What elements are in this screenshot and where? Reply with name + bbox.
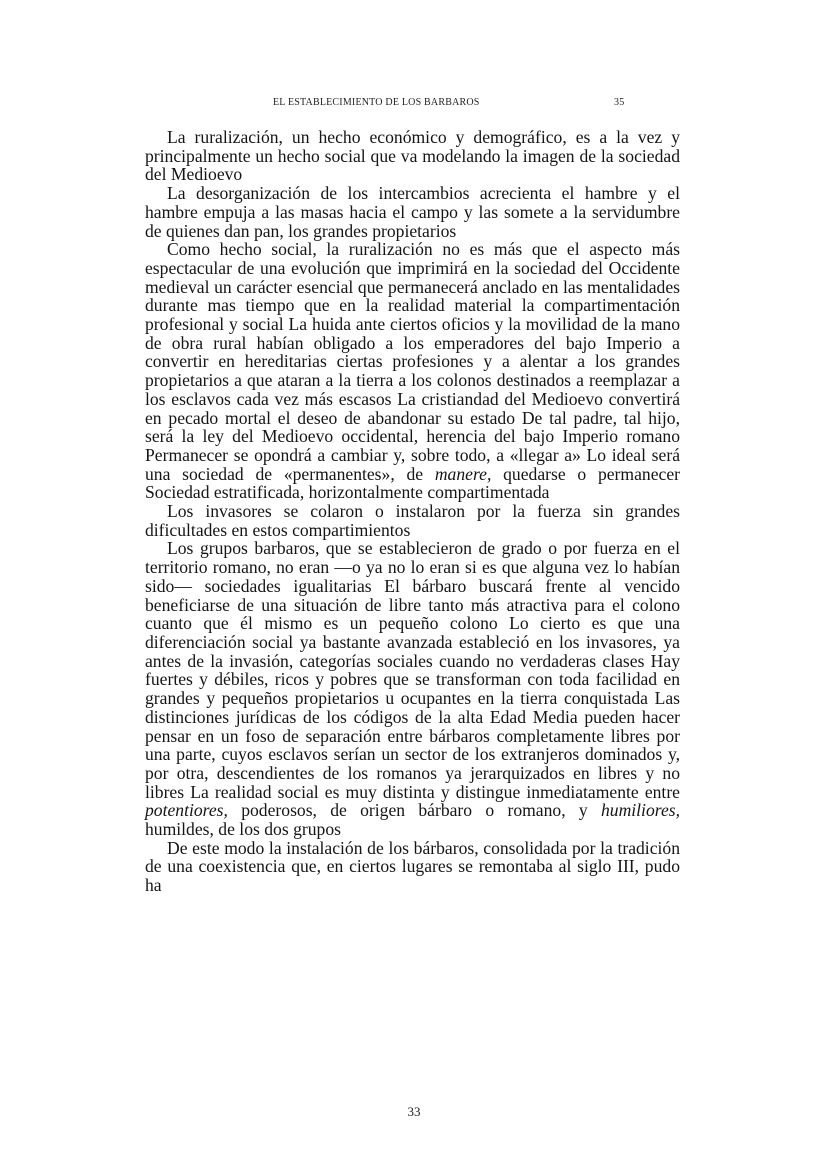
- paragraph: De este modo la instalación de los bárbaros, consolidada por la tradición de una coexistencia que, en ciertos lugares se remontaba al siglo III, pudo ha: [145, 837, 680, 896]
- paragraph: Como hecho social, la ruralización no es más que el aspecto más espectacular de una evolución que imprimirá en la sociedad del Occidente medieval un carácter esencial que permanecerá anclado en las mentalidades durante mas tiempo que en la realidad material la compartimentación profesional y social La huida ante ciertos oficios y la movilidad de la mano de obra rural habían obligado a los emperadores del bajo Imperio a convertir en hereditarias ciertas profesiones y a alentar a los grandes propietarios a que ataran a la tierra a los colonos destinados a reemplazar a los esclavos cada vez más escasos La cristiandad del Medioevo convertirá en pecado mortal el deseo de abandonar su estado De tal padre, tal hijo, será la ley del Medioevo occidental, herencia del bajo Imperio romano Permanecer se opondrá a cambiar y, sobre todo, a «llegar a» Lo ideal será una sociedad de «permanentes», de manere, quedarse o permanecer Sociedad estratificada, horizontalmente compartimentada: [145, 239, 680, 503]
- paragraph: Los grupos barbaros, que se establecieron de grado o por fuerza en el territorio romano, no eran —o ya no lo eran si es que alguna vez lo habían sido— sociedades igualitarias El bárbaro buscará frente al vencido beneficiarse de una situación de libre tanto más atractiva para el colono cuanto que él mismo es un pequeño colono Lo cierto es que una diferenciación social ya bastante avanzada estableció en los invasores, ya antes de la invasión, categorías sociales cuando no verdaderas clases Hay fuertes y débiles, ricos y pobres que se transforman con toda facilidad en grandes y pequeños propietarios u ocupantes en la tierra conquistada Las distinciones jurídicas de los códigos de la alta Edad Media pueden hacer pensar en un foso de separación entre bárbaros completamente libres por una parte, cuyos esclavos serían un sector de los extranjeros dominados y, por otra, descendientes de los romanos ya jerarquizados en libres y no libres La realidad social es muy distinta y distingue inmediatamente entre potentiores, poderosos, de origen bárbaro o romano, y humiliores, humildes, de los dos grupos: [145, 538, 680, 840]
- italic-term: potentiores,: [145, 800, 228, 821]
- running-title: EL ESTABLECIMIENTO DE LOS BARBAROS: [273, 97, 480, 108]
- page-folio: 33: [407, 1104, 421, 1119]
- paragraph: La desorganización de los intercambios acrecienta el hambre y el hambre empuja a las masas hacia el campo y las somete a la servidumbre de quienes dan pan, los grandes propietarios: [145, 183, 680, 241]
- italic-term: humiliores,: [600, 800, 680, 821]
- running-head: [145, 97, 680, 111]
- running-page-number: 35: [614, 97, 625, 108]
- paragraph: La ruralización, un hecho económico y demográfico, es a la vez y principalmente un hecho social que va modelando la imagen de la sociedad del Medioevo: [145, 127, 680, 185]
- body-text: [145, 128, 680, 895]
- paragraph: Los invasores se colaron o instalaron por la fuerza sin grandes dificultades en estos compartimientos: [145, 501, 680, 540]
- italic-term: manere,: [434, 463, 492, 484]
